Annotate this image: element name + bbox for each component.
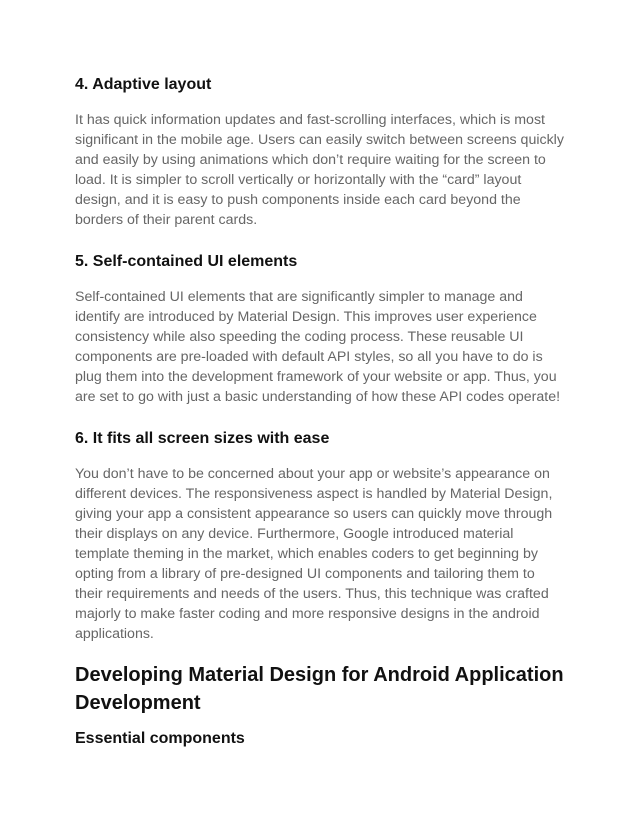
section-heading-self-contained-ui: 5. Self-contained UI elements: [75, 253, 298, 270]
subheading-essential-components: Essential components: [75, 730, 245, 747]
section-heading-adaptive-layout: 4. Adaptive layout: [75, 76, 212, 93]
section-body-self-contained-ui: Self-contained UI elements that are significantly simpler to manage and identify are introduced by Material Design. This improves user experience consistency while also speeding the coding process. These reusable UI components are pre-loaded with default API styles, so all you have to do is plug them into the development framework of your website or app. Thus, you are set to go with just a basic understanding of how these API codes operate!: [75, 289, 561, 405]
section-body-screen-sizes: You don’t have to be concerned about your app or website’s appearance on different devices. The responsiveness aspect is handled by Material Design, giving your app a consistent appearance so users can quickly move through their displays on any device. Furthermore, Google introduced material template theming in the market, which enables coders to get beginning by opting from a library of pre-designed UI components and tailoring them to their requirements and needs of the users. Thus, this technique was crafted majorly to make faster coding and more responsive designs in the android applications.: [75, 466, 553, 642]
section-body-adaptive-layout: It has quick information updates and fast-scrolling interfaces, which is most significant in the mobile age. Users can easily switch between screens quickly and easily by using animations which don’t require waiting for the screen to load. It is simpler to scroll vertically or horizontally with the “card” layout design, and it is easy to push components inside each card beyond the borders of their parent cards.: [75, 112, 564, 228]
main-heading: Developing Material Design for Android Application Development: [75, 664, 564, 714]
section-heading-screen-sizes: 6. It fits all screen sizes with ease: [75, 430, 330, 447]
